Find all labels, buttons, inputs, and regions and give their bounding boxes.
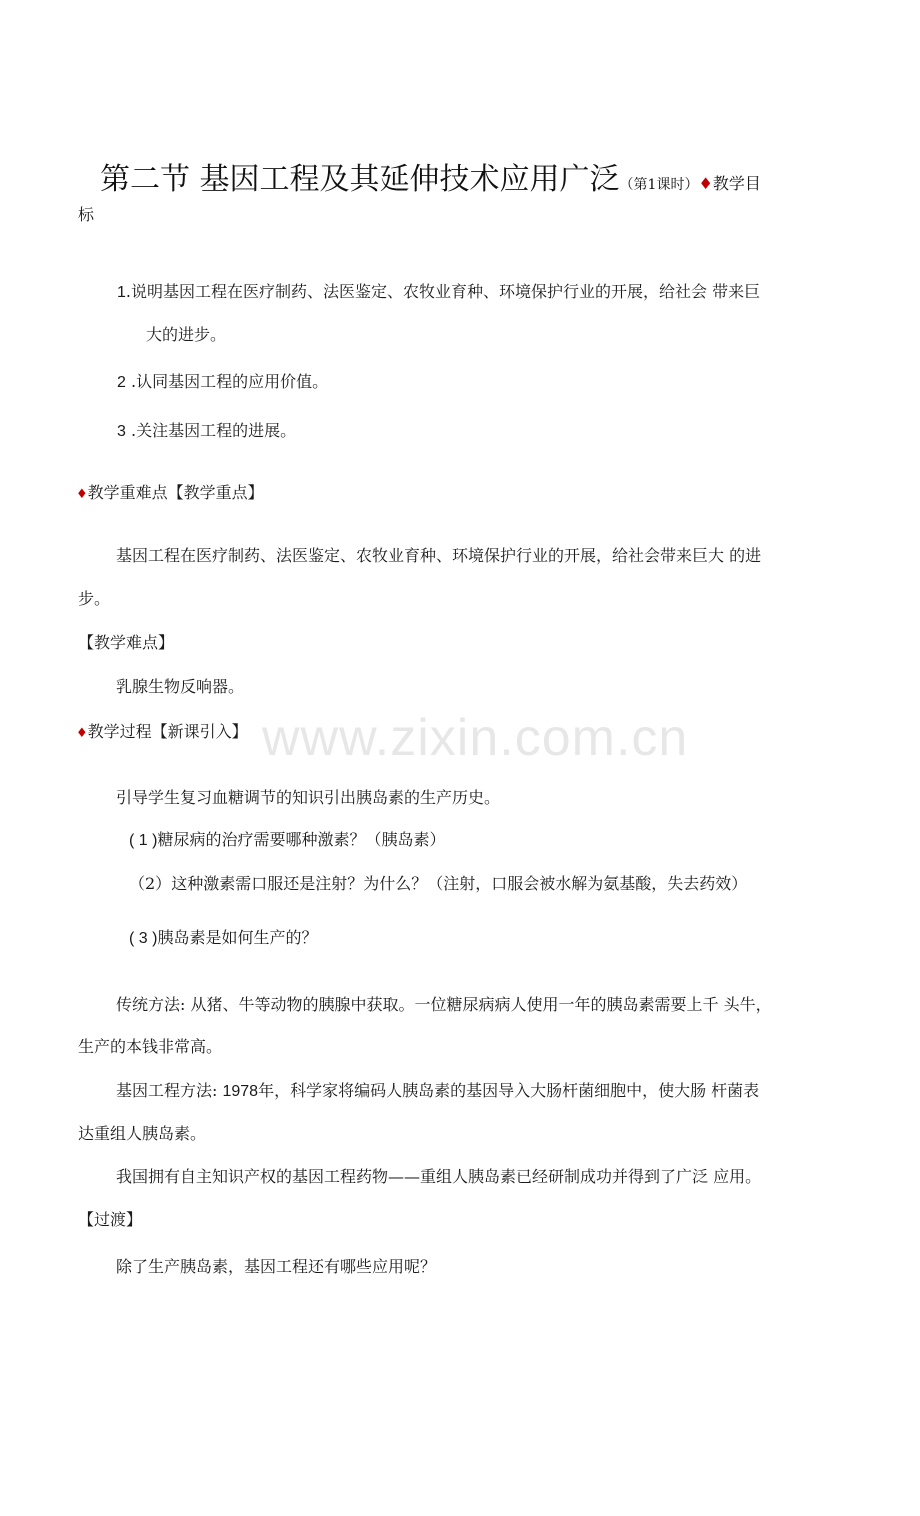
genetic-method-prefix: 基因工程方法:: [116, 1081, 223, 1100]
question-number: ( 1 ): [129, 832, 158, 849]
diamond-icon: ♦: [76, 726, 88, 741]
watermark: www.zixin.com.cn: [262, 709, 689, 767]
keypoint-text-cont: 步。: [78, 589, 111, 608]
question-item-3: [129, 927, 317, 950]
question-number: （2）: [129, 874, 172, 893]
goal-item-3: [117, 420, 296, 443]
goal-item-1: [117, 281, 760, 304]
question-text: 胰岛素是如何生产的？: [157, 928, 318, 947]
question-text: 这种激素需口服还是注射？为什么？（注射，口服会被水解为氨基酸，失去药效）: [171, 874, 748, 893]
goal-item-1-cont: 大的进步。: [146, 325, 227, 344]
goal-number: 3: [117, 423, 126, 440]
intro-text: 引导学生复习血糖调节的知识引出胰岛素的生产历史。: [116, 788, 501, 807]
keypoint-text: 基因工程在医疗制药、法医鉴定、农牧业育种、环境保护行业的开展，给社会带来巨大 的进: [116, 546, 762, 565]
goal-number: 2: [117, 374, 126, 391]
goal-text: .说明基因工程在医疗制药、法医鉴定、农牧业育种、环境保护行业的开展，给社会 带来巨: [125, 282, 761, 301]
section-process-label: 教学过程【新课引入】: [87, 722, 248, 741]
title-lesson-number: （第1课时）: [619, 177, 699, 193]
title-main: 第二节 基因工程及其延伸技术应用广泛: [100, 162, 620, 197]
goal-text: .认同基因工程的应用价值。: [125, 372, 329, 391]
genetic-method-text-cont: 达重组人胰岛素。: [78, 1124, 207, 1143]
traditional-method-text: 传统方法: 从猪、牛等动物的胰腺中获取。一位糖尿病病人使用一年的胰岛素需要上千 头牛，: [116, 995, 772, 1014]
genetic-method-year: 1978: [222, 1083, 259, 1100]
question-text: 糖尿病的治疗需要哪种激素？（胰岛素）: [157, 830, 446, 849]
transition-heading: 【过渡】: [78, 1210, 143, 1229]
question-item-1: [129, 829, 445, 852]
difficulty-heading: 【教学难点】: [78, 633, 175, 652]
genetic-method-rest: 年，科学家将编码人胰岛素的基因导入大肠杆菌细胞中，使大肠 杆菌表: [258, 1081, 760, 1100]
diamond-icon: ♦: [698, 174, 713, 193]
question-item-2: [129, 873, 747, 895]
diamond-icon: ♦: [76, 487, 88, 502]
goal-item-2: [117, 371, 328, 394]
section-goals-label-wrap: 标: [78, 205, 95, 224]
china-drug-text: 我国拥有自主知识产权的基因工程药物——重组人胰岛素已经研制成功并得到了广泛 应用。: [116, 1167, 762, 1186]
traditional-method-text-cont: 生产的本钱非常高。: [78, 1037, 223, 1056]
section-process-heading: [76, 721, 248, 745]
section-keypoints-heading: [76, 482, 264, 506]
question-number: ( 3 ): [129, 930, 158, 947]
goal-number: 1: [117, 284, 126, 301]
transition-text: 除了生产胰岛素，基因工程还有哪些应用呢？: [116, 1257, 437, 1276]
genetic-method-text: [116, 1080, 759, 1103]
section-goals-label: 教学目: [712, 174, 761, 193]
section-keypoints-label: 教学重难点【教学重点】: [87, 483, 264, 502]
page-title: [100, 160, 761, 205]
difficulty-text: 乳腺生物反响器。: [116, 677, 245, 696]
goal-text: .关注基因工程的进展。: [125, 421, 297, 440]
